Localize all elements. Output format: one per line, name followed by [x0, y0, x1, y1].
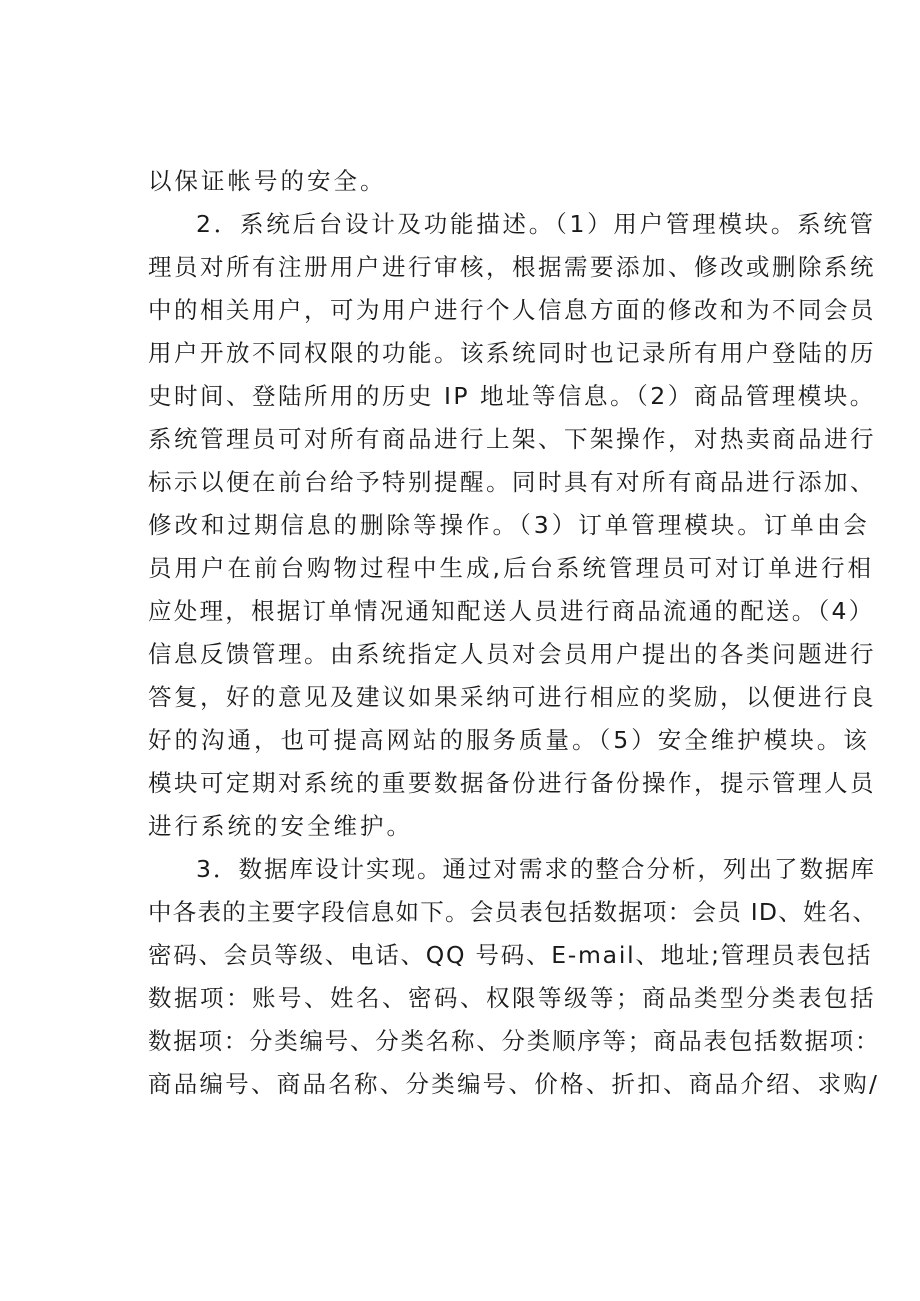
text-line: 中的相关用户，可为用户进行个人信息方面的修改和为不同会员	[148, 296, 876, 324]
text-line: 以保证帐号的安全。	[148, 167, 387, 195]
text-line: 用户开放不同权限的功能。该系统同时也记录所有用户登陆的历	[148, 339, 876, 367]
text-line: 密码、会员等级、电话、QQ 号码、E-mail、地址;管理员表包括	[148, 941, 873, 969]
text-line: 标示以便在前台给予特别提醒。同时具有对所有商品进行添加、	[148, 468, 876, 496]
text-line: 信息反馈管理。由系统指定人员对会员用户提出的各类问题进行	[148, 640, 876, 668]
text-line: 模块可定期对系统的重要数据备份进行备份操作，提示管理人员	[148, 769, 876, 797]
text-line: 商品编号、商品名称、分类编号、价格、折扣、商品介绍、求购/	[148, 1070, 880, 1098]
text-line: 应处理，根据订单情况通知配送人员进行商品流通的配送。（4）	[148, 597, 875, 625]
text-line: 答复，好的意见及建议如果采纳可进行相应的奖励，以便进行良	[148, 683, 876, 711]
text-line: 3．数据库设计实现。通过对需求的整合分析，列出了数据库	[196, 855, 876, 883]
text-line: 进行系统的安全维护。	[148, 812, 413, 840]
text-line: 好的沟通，也可提高网站的服务质量。（5）安全维护模块。该	[148, 726, 870, 754]
text-line: 修改和过期信息的删除等操作。（3）订单管理模块。订单由会	[148, 511, 870, 539]
text-line: 数据项：分类编号、分类名称、分类顺序等；商品表包括数据项：	[148, 1027, 881, 1055]
text-line: 员用户在前台购物过程中生成,后台系统管理员可对订单进行相	[148, 554, 874, 582]
text-line: 理员对所有注册用户进行审核，根据需要添加、修改或删除系统	[148, 253, 876, 281]
text-line: 数据项：账号、姓名、密码、权限等级等；商品类型分类表包括	[148, 984, 876, 1012]
text-line: 2．系统后台设计及功能描述。（1）用户管理模块。系统管	[196, 210, 876, 238]
text-line: 史时间、登陆所用的历史 IP 地址等信息。（2）商品管理模块。	[148, 382, 876, 410]
text-line: 中各表的主要字段信息如下。会员表包括数据项：会员 ID、姓名、	[148, 898, 878, 926]
text-line: 系统管理员可对所有商品进行上架、下架操作，对热卖商品进行	[148, 425, 876, 453]
